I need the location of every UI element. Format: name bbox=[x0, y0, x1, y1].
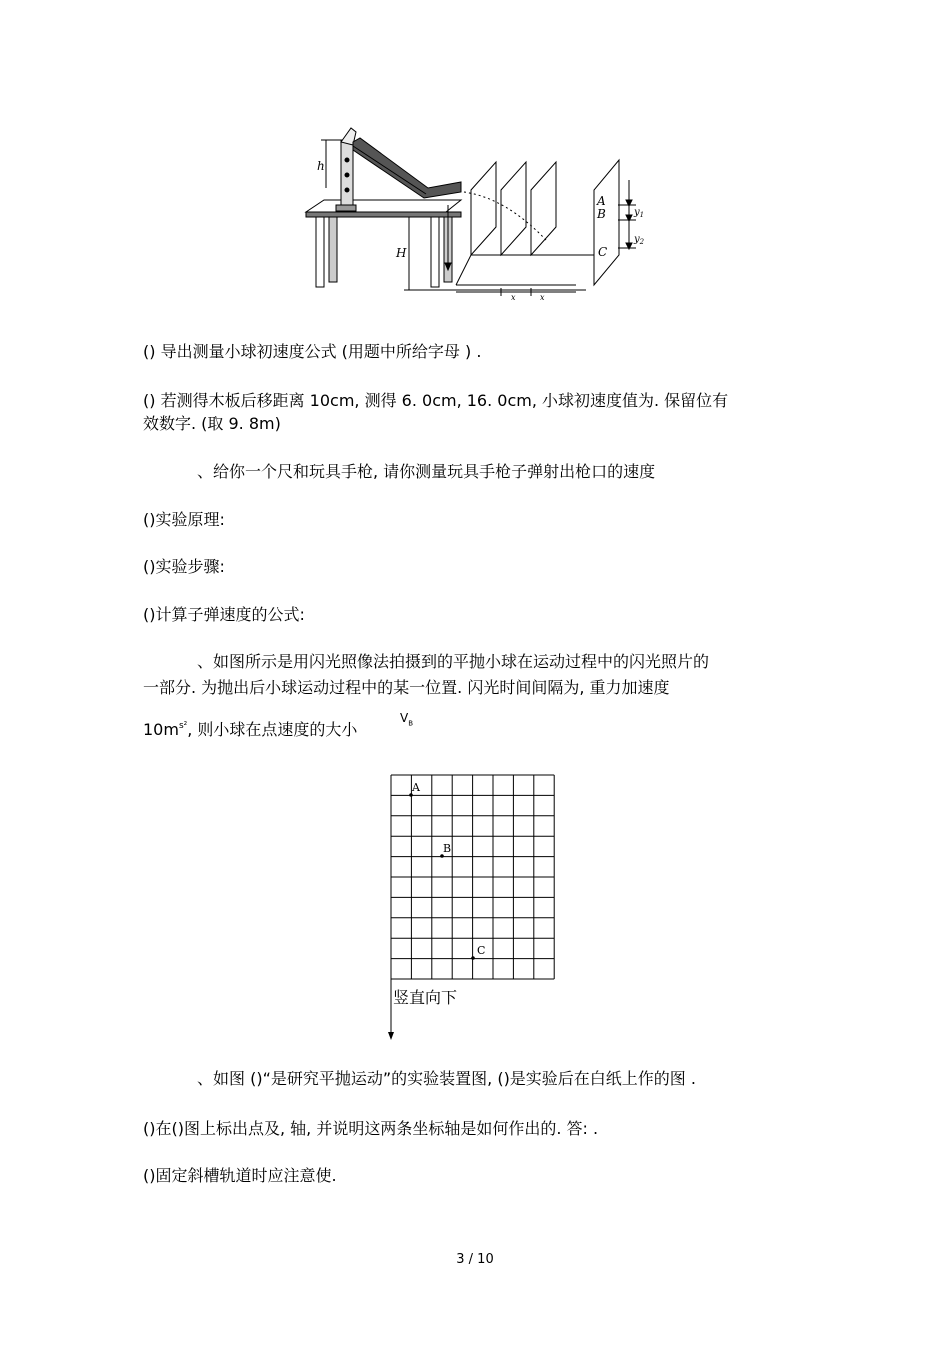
label-H: H bbox=[396, 246, 407, 260]
vb-symbol: $V_B$ bbox=[400, 711, 414, 728]
label-y1: $y_1$ bbox=[634, 207, 645, 219]
problem-2-formula: ()计算子弹速度的公式: bbox=[143, 605, 305, 624]
label-x2: x bbox=[540, 293, 545, 300]
problem-2-steps: ()实验步骤: bbox=[143, 557, 225, 576]
point-C bbox=[471, 956, 475, 960]
label-y2: $y_2$ bbox=[634, 234, 645, 246]
label-h: h bbox=[317, 159, 325, 173]
label-B: B bbox=[597, 207, 606, 221]
point-B-label: B bbox=[443, 842, 452, 855]
point-C-label: C bbox=[477, 944, 486, 957]
problem-4-line-2: ()在()图上标出点及, 轴, 并说明这两条坐标轴是如何作出的. 答: . bbox=[143, 1119, 599, 1138]
problem-2-principle: ()实验原理: bbox=[143, 510, 225, 529]
point-A-label: A bbox=[412, 781, 420, 794]
question-1: () 导出测量小球初速度公式 (用题中所给字母 ) . bbox=[143, 342, 482, 361]
label-x1: x bbox=[511, 293, 516, 300]
page-number: 3 / 10 bbox=[456, 1252, 494, 1267]
problem-2-intro: 、给你一个尺和玩具手枪, 请你测量玩具手枪子弹射出枪口的速度 bbox=[197, 462, 656, 481]
question-2-line-2: 效数字. (取 9. 8m) bbox=[143, 414, 281, 433]
label-C: C bbox=[598, 245, 608, 259]
flash-photo-grid bbox=[380, 770, 570, 1045]
label-A: A bbox=[597, 194, 606, 208]
problem-3-line-3: $10m^{s^2}$, 则小球在点速度的大小 bbox=[143, 720, 358, 739]
problem-3-line-1: 、如图所示是用闪光照像法拍摄到的平抛小球在运动过程中的闪光照片的 bbox=[197, 652, 710, 671]
problem-3-line-2: 一部分. 为抛出后小球运动过程中的某一位置. 闪光时间间隔为, 重力加速度 bbox=[143, 678, 670, 697]
arrow-head-icon bbox=[388, 1032, 394, 1040]
vertical-down-label: 竖直向下 bbox=[393, 988, 458, 1007]
question-2-line-1: () 若测得木板后移距离 10cm, 测得 6. 0cm, 16. 0cm, 小球初速度值为. 保留位有 bbox=[143, 391, 729, 410]
apparatus-figure bbox=[296, 120, 656, 300]
problem-4-line-1: 、如图 ()“是研究平抛运动”的实验装置图, ()是实验后在白纸上作的图 . bbox=[197, 1069, 696, 1088]
problem-4-line-3: ()固定斜槽轨道时应注意使. bbox=[143, 1166, 337, 1185]
